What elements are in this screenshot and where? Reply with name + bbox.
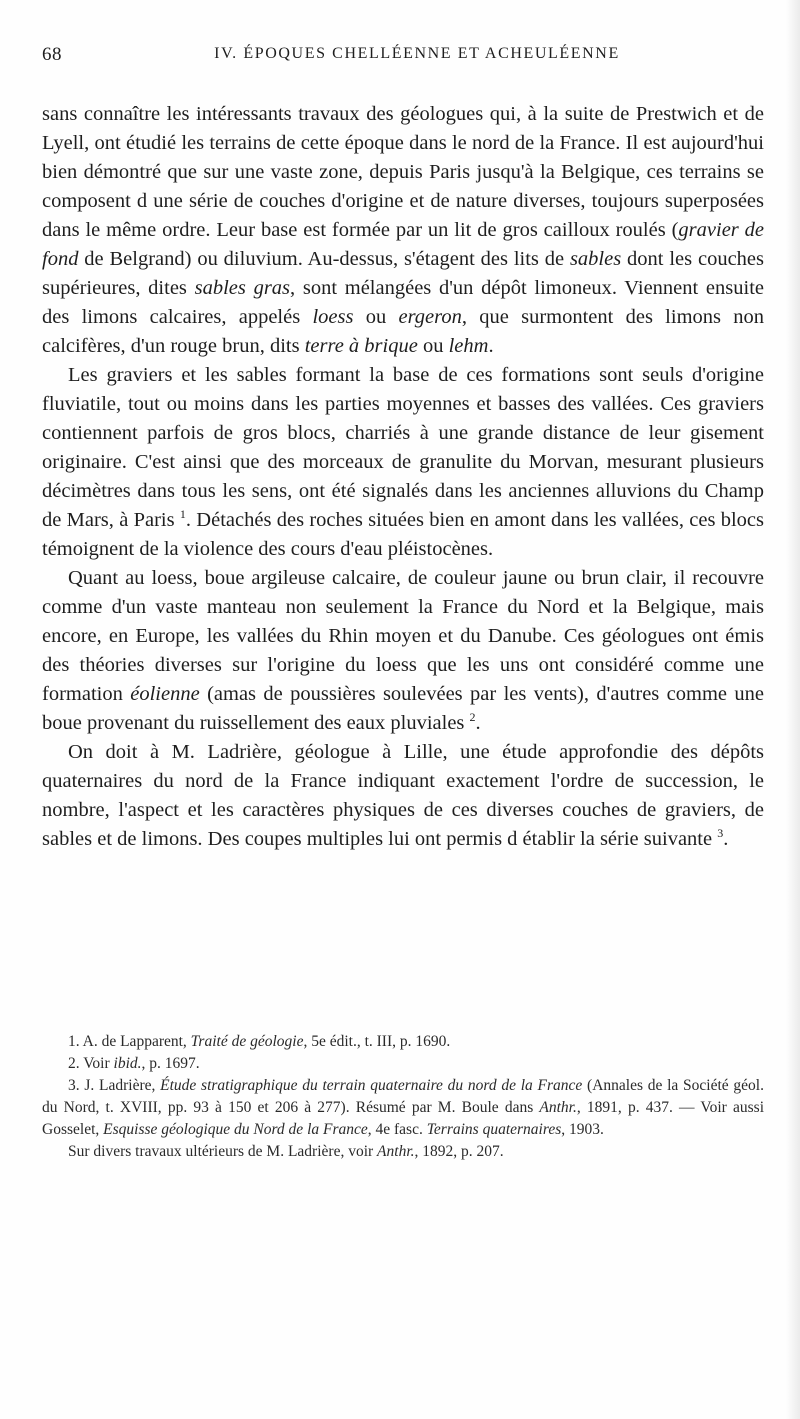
paragraph-3 <box>42 564 764 738</box>
text-run: ou <box>417 335 449 357</box>
text-run: , sont mélangées d'un dépôt limoneux. Viennent ensuite des limons calcaires, appelés <box>42 277 764 328</box>
footnote-1 <box>42 1031 764 1053</box>
page-edge-shadow <box>786 0 800 1419</box>
text-run: (amas de poussières soulevées par les vents), d'autres comme une boue provenant du ruissellement des eaux pluviales <box>42 683 764 734</box>
text-run: On doit à M. Ladrière, géologue à Lille, une étude approfondie des dépôts quaternaires du nord de la France indiquant exactement l'ordre de succession, le nombre, l'aspect et les caractères physiques de ces diverses couches de graviers, de sables et de limons. Des coupes multiples lui ont permis d établir la série suivante <box>42 741 764 850</box>
text-run: . <box>488 335 494 357</box>
running-head: IV. ÉPOQUES CHELLÉENNE ET ACHEULÉENNE <box>214 45 620 62</box>
footnote-3 <box>42 1075 764 1141</box>
text-run: , 1903. <box>561 1121 604 1138</box>
italic-term: sables gras <box>194 277 291 299</box>
text-run: 3. J. Ladrière, <box>68 1077 161 1094</box>
page-number: 68 <box>42 44 62 65</box>
footnote-2 <box>42 1053 764 1075</box>
paragraph-2 <box>42 361 764 564</box>
italic-title: ibid. <box>113 1055 142 1072</box>
text-run: Quant au loess, boue argileuse calcaire, de couleur jaune ou brun clair, il recouvre comme d'un vaste manteau non seulement la France du Nord et la Belgique, mais encore, en Europe, les vallées du Rhin moyen et du Danube. Ces géologues ont émis des théories diverses sur l'origine du loess que les uns ont considéré comme une formation <box>42 567 764 705</box>
text-run: , que surmontent des limons non calcifères, d'un rouge brun, dits <box>42 306 764 357</box>
text-run: , p. 1697. <box>141 1055 200 1072</box>
italic-term: loess <box>312 306 354 328</box>
main-text <box>42 100 764 854</box>
paragraph-1 <box>42 100 764 361</box>
page-header <box>42 44 762 74</box>
text-run: , 4e fasc. <box>367 1121 427 1138</box>
text-run: Sur divers travaux ultérieurs de M. Ladrière, voir <box>68 1143 378 1160</box>
italic-term: ergeron <box>398 306 462 328</box>
footnote-ref-3[interactable]: 3 <box>717 826 724 841</box>
italic-title: Anthr. <box>377 1143 415 1160</box>
text-run: , 5e édit., t. III, p. 1690. <box>303 1033 451 1050</box>
italic-title: Esquisse géologique du Nord de la France <box>103 1121 368 1138</box>
footnote-ref-1[interactable]: 1 <box>179 507 186 522</box>
italic-title: Traité de géologie <box>190 1033 304 1050</box>
text-run: 1. A. de Lapparent, <box>68 1033 191 1050</box>
italic-term: sables <box>569 248 622 270</box>
text-run: (Annales de la Société géol. du Nord, t. XVIII, pp. 93 à 150 et 206 à 277). Résumé par M. Boule dans <box>42 1077 764 1116</box>
text-run: . Détachés des roches situées bien en amont dans les vallées, ces blocs témoignent de la violence des cours d'eau pléistocènes. <box>42 509 764 560</box>
footnote-3-continuation <box>42 1141 764 1163</box>
italic-term: éolienne <box>130 683 200 705</box>
italic-title: Terrains quaternaires <box>426 1121 562 1138</box>
italic-term: gravier de fond <box>42 219 765 270</box>
text-run: . <box>723 828 729 850</box>
text-run: . <box>475 712 481 734</box>
footnote-ref-2[interactable]: 2 <box>469 710 476 725</box>
text-run: ou <box>353 306 399 328</box>
text-run: 2. Voir <box>68 1055 114 1072</box>
text-run: dont les couches supérieures, dites <box>42 248 764 299</box>
italic-term: lehm <box>448 335 489 357</box>
italic-term: terre à brique <box>304 335 418 357</box>
italic-title: Anthr. <box>539 1099 577 1116</box>
paragraph-4 <box>42 738 764 854</box>
text-run: Les graviers et les sables formant la base de ces formations sont seuls d'origine fluviatile, tout ou moins dans les parties moyennes et basses des vallées. Ces graviers contiennent parfois de gros blocs, charriés à une grande distance de leur gisement originaire. C'est ainsi que des morceaux de granulite du Morvan, mesurant plusieurs décimètres dans tous les sens, ont été signalés dans les anciennes alluvions du Champ de Mars, à Paris <box>42 364 764 531</box>
text-run: , 1892, p. 207. <box>414 1143 504 1160</box>
italic-title: Étude stratigraphique du terrain quaternaire du nord de la France <box>160 1077 583 1094</box>
text-run: de Belgrand) ou diluvium. Au-dessus, s'étagent des lits de <box>78 248 570 270</box>
text-run: sans connaître les intéressants travaux des géologues qui, à la suite de Prestwich et de Lyell, ont étudié les terrains de cette époque dans le nord de la France. Il est aujourd'hui bien démontré que sur une vaste zone, depuis Paris jusqu'à la Belgique, ces terrains se composent d une série de couches d'origine et de nature diverses, toujours superposées dans le même ordre. Leur base est formée par un lit de gros cailloux roulés ( <box>42 103 764 241</box>
text-run: , 1891, p. 437. — Voir aussi Gosselet, <box>42 1099 764 1138</box>
footnotes <box>42 1031 764 1163</box>
